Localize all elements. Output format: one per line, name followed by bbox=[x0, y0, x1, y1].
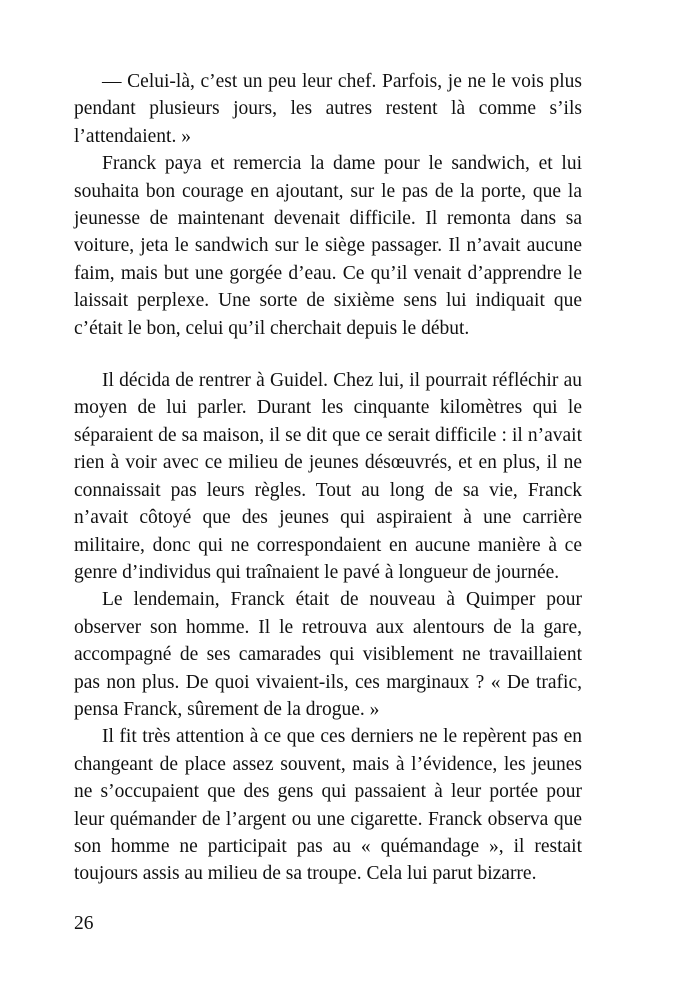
paragraph-franck-paya: Franck paya et remercia la dame pour le sandwich, et lui souhaita bon courage en ajoutant, sur le pas de la porte, que la jeunesse de maintenant devenait difficile. Il remonta dans sa voiture, jeta le sandwich sur le siège passager. Il n’avait aucune faim, mais but une gorgée d’eau. Ce qu’il venait d’apprendre le laissait perplexe. Une sorte de sixième sens lui indiquait que c’était le bon, celui qu’il cherchait depuis le début. bbox=[74, 153, 582, 339]
paragraph-guidel: Il décida de rentrer à Guidel. Chez lui, il pourrait réfléchir au moyen de lui parler. Durant les cinquante kilomètres qui le séparaient de sa maison, il se dit que ce serait difficile : il n’avait rien à voir avec ce milieu de jeunes désœuvrés, et en plus, il ne connaissait pas leurs règles. Tout au long de sa vie, Franck n’avait côtoyé que des jeunes qui aspiraient à une carrière militaire, donc qui ne correspondaient en aucune manière à ce genre d’individus qui traînaient le pavé à longueur de journée. bbox=[74, 370, 582, 583]
paragraph-dialogue-end: — Celui-là, c’est un peu leur chef. Parfois, je ne le vois plus pendant plusieurs jours, les autres restent là comme s’ils l’attendaient. » bbox=[74, 71, 582, 147]
book-page-text bbox=[74, 68, 582, 888]
paragraph-lendemain: Le lendemain, Franck était de nouveau à Quimper pour observer son homme. Il le retrouva aux alentours de la gare, accompagné de ses camarades qui visiblement ne travaillaient pas non plus. De quoi vivaient-ils, ces marginaux ? « De trafic, pensa Franck, sûrement de la drogue. » bbox=[74, 589, 582, 720]
page-number: 26 bbox=[74, 913, 94, 934]
paragraph-observation: Il fit très attention à ce que ces derniers ne le repèrent pas en changeant de place assez souvent, mais à l’évidence, les jeunes ne s’occupaient que des gens qui passaient à leur portée pour leur quémander de l’argent ou une cigarette. Franck observa que son homme ne participait pas au « quémandage », il restait toujours assis au milieu de sa troupe. Cela lui parut bizarre. bbox=[74, 726, 582, 885]
